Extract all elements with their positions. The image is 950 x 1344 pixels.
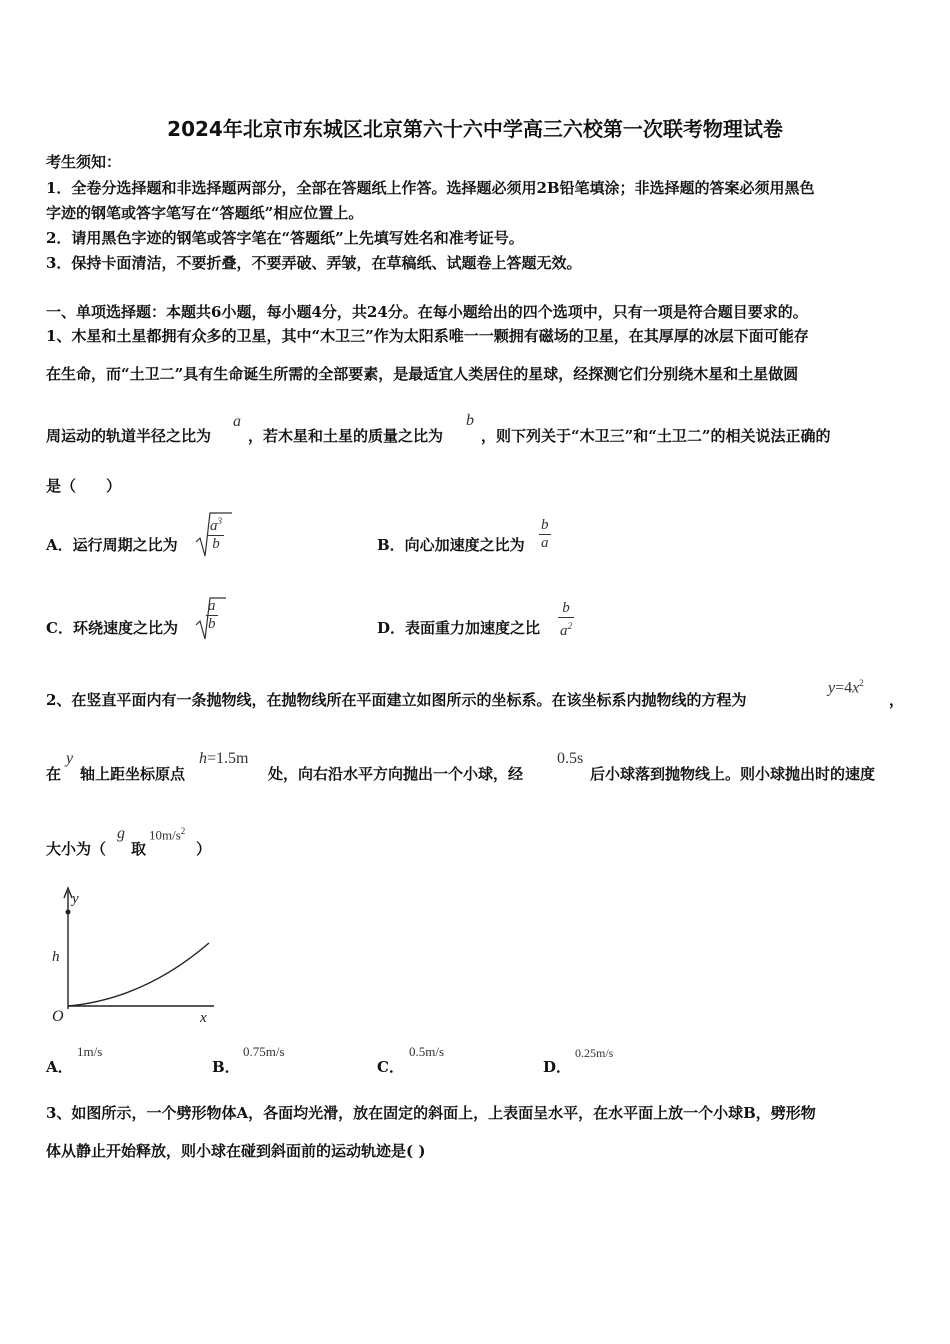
launch-point: [66, 910, 71, 915]
notice-heading: 考生须知：: [46, 153, 122, 171]
q2-var-y: y: [66, 750, 74, 767]
q1-text: ，若木星和土星的质量之比为: [248, 427, 444, 445]
q1-var-a: a: [233, 413, 241, 430]
q2-option-b[interactable]: B．: [212, 1058, 240, 1076]
q1-option-d[interactable]: D．表面重力加速度之比: [377, 619, 541, 637]
parabola-figure: [44, 883, 224, 1028]
q2-equation: $y=4x^2$: [828, 678, 864, 697]
q1-option-d-fraction: b $a^2$: [560, 600, 572, 639]
q2-option-c-value: 0.5m/s: [409, 1044, 445, 1059]
page-title: 2024年北京市东城区北京第六十六中学高三六校第一次联考物理试卷: [167, 117, 783, 141]
notice-item: 1．全卷分选择题和非选择题两部分，全部在答题纸上作答。选择题必须用2B铅笔填涂；非选择题的答案必须用黑色: [46, 179, 815, 197]
q1-option-a[interactable]: A．运行周期之比为: [46, 536, 178, 554]
q2-option-a[interactable]: A．: [46, 1058, 73, 1076]
q1-text: ，则下列关于“木卫三”和“土卫二”的相关说法正确的: [481, 427, 831, 445]
q3-text: 3、如图所示，一个劈形物体A，各面均光滑，放在固定的斜面上，上表面呈水平，在水平面上放一个小球B，劈形物: [46, 1104, 816, 1122]
x-axis-label: x: [200, 1010, 207, 1026]
q1-option-c-fraction: a b: [208, 598, 216, 632]
origin-label: O: [52, 1008, 64, 1025]
q1-option-c[interactable]: C．环绕速度之比为: [46, 619, 178, 637]
q2-var-g: g: [117, 825, 125, 842]
parabola-curve: [68, 943, 209, 1006]
q2-text: ）: [196, 840, 212, 858]
q1-text: 1、木星和土星都拥有众多的卫星，其中“木卫三”作为太阳系唯一一颗拥有磁场的卫星，在其厚厚的冰层下面可能存: [46, 327, 809, 345]
section-heading: 一、单项选择题：本题共6小题，每小题4分，共24分。在每小题给出的四个选项中，只有一项是符合题目要求的。: [46, 303, 808, 321]
q2-option-b-value: 0.75m/s: [243, 1044, 285, 1059]
q2-text: 取: [131, 840, 147, 858]
y-axis-label: y: [72, 891, 79, 907]
q1-var-b: b: [466, 412, 474, 429]
q2-height-value: h=1.5m: [199, 750, 249, 767]
notice-item: 2．请用黑色字迹的钢笔或答字笔在“答题纸”上先填写姓名和准考证号。: [46, 229, 524, 247]
q2-text: ，: [889, 691, 905, 709]
h-label: h: [52, 949, 60, 965]
q2-text: 大小为（: [46, 840, 107, 858]
q2-text: 后小球落到抛物线上。则小球抛出时的速度: [590, 765, 876, 783]
q2-g-value: $10m/s^2$: [149, 826, 186, 843]
q1-option-a-fraction: $a^3$ b: [210, 516, 222, 552]
q2-time-value: 0.5s: [557, 750, 584, 767]
q1-option-b-fraction: b a: [541, 517, 549, 551]
q3-text: 体从静止开始释放，则小球在碰到斜面前的运动轨迹是( ): [46, 1142, 426, 1160]
notice-item: 3．保持卡面清洁，不要折叠，不要弄破、弄皱，在草稿纸、试题卷上答题无效。: [46, 254, 582, 272]
q1-option-b[interactable]: B．向心加速度之比为: [377, 536, 525, 554]
q2-text: 在: [46, 765, 62, 783]
q1-text: 是（ ）: [46, 477, 122, 495]
q2-option-a-value: 1m/s: [77, 1044, 103, 1059]
q2-option-d[interactable]: D．: [543, 1058, 572, 1076]
q2-text: 处，向右沿水平方向抛出一个小球，经: [268, 765, 524, 783]
q2-option-c[interactable]: C．: [377, 1058, 404, 1076]
notice-item: 字迹的钢笔或答字笔写在“答题纸”相应位置上。: [46, 204, 364, 222]
q1-text: 周运动的轨道半径之比为: [46, 427, 212, 445]
q1-text: 在生命，而“土卫二”具有生命诞生所需的全部要素，是最适宜人类居住的星球，经探测它们分别绕木星和土星做圆: [46, 365, 799, 383]
q2-option-d-value: 0.25m/s: [575, 1046, 614, 1060]
q2-text: 轴上距坐标原点: [80, 765, 186, 783]
q2-text: 2、在竖直平面内有一条抛物线，在抛物线所在平面建立如图所示的坐标系。在该坐标系内抛物线的方程为: [46, 691, 747, 709]
